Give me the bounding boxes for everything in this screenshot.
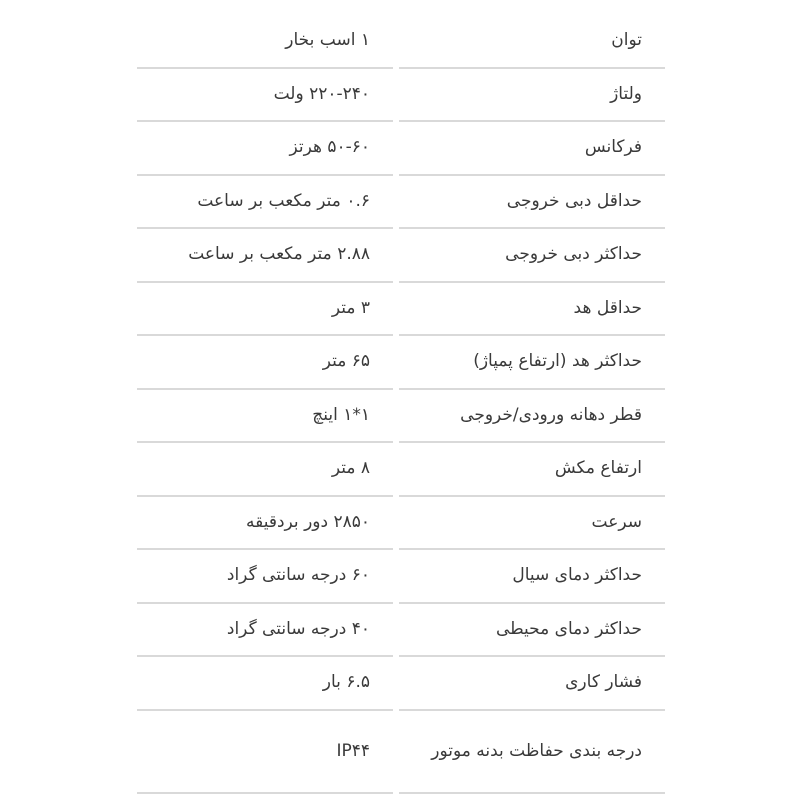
spec-value: ۲۸۵۰ دور بردقیقه (137, 497, 393, 551)
spec-label: درجه بندی حفاظت بدنه موتور (399, 711, 665, 794)
spec-label: ارتفاع مکش (399, 443, 665, 497)
spec-label: سرعت (399, 497, 665, 551)
spec-row-min-flow (137, 176, 665, 230)
spec-label: قطر دهانه ورودی/خروجی (399, 390, 665, 444)
spec-row-working-pressure (137, 657, 665, 711)
spec-value: ۳ متر (137, 283, 393, 337)
spec-row-voltage (137, 69, 665, 123)
spec-value: ۶.۵ بار (137, 657, 393, 711)
spec-row-max-ambient-temp (137, 604, 665, 658)
spec-row-speed (137, 497, 665, 551)
spec-row-suction-height (137, 443, 665, 497)
spec-value: ۲.۸۸ متر مکعب بر ساعت (137, 229, 393, 283)
spec-row-ip-rating (137, 711, 665, 794)
spec-row-max-flow (137, 229, 665, 283)
spec-value: ۸ متر (137, 443, 393, 497)
spec-value: ۵۰-۶۰ هرتز (137, 122, 393, 176)
spec-value: ۶۰ درجه سانتی گراد (137, 550, 393, 604)
spec-row-port-diameter (137, 390, 665, 444)
spec-value: ۱*۱ اینچ (137, 390, 393, 444)
spec-value: ۱ اسب بخار (137, 15, 393, 69)
spec-label: فرکانس (399, 122, 665, 176)
spec-row-frequency (137, 122, 665, 176)
spec-label: حداکثر دبی خروجی (399, 229, 665, 283)
spec-row-min-head (137, 283, 665, 337)
spec-label: حداکثر دمای محیطی (399, 604, 665, 658)
spec-row-power (137, 15, 665, 69)
spec-value: ۰.۶ متر مکعب بر ساعت (137, 176, 393, 230)
spec-label: توان (399, 15, 665, 69)
spec-value: ۶۵ متر (137, 336, 393, 390)
spec-label: فشار کاری (399, 657, 665, 711)
spec-label: حداکثر دمای سیال (399, 550, 665, 604)
spec-value: ۴۰ درجه سانتی گراد (137, 604, 393, 658)
spec-label: حداقل دبی خروجی (399, 176, 665, 230)
spec-row-max-head (137, 336, 665, 390)
spec-label: حداکثر هد (ارتفاع پمپاژ) (399, 336, 665, 390)
spec-label: ولتاژ (399, 69, 665, 123)
spec-value: IP۴۴ (137, 711, 393, 794)
spec-row-max-fluid-temp (137, 550, 665, 604)
specifications-table (137, 15, 665, 794)
spec-value: ۲۲۰-۲۴۰ ولت (137, 69, 393, 123)
spec-label: حداقل هد (399, 283, 665, 337)
